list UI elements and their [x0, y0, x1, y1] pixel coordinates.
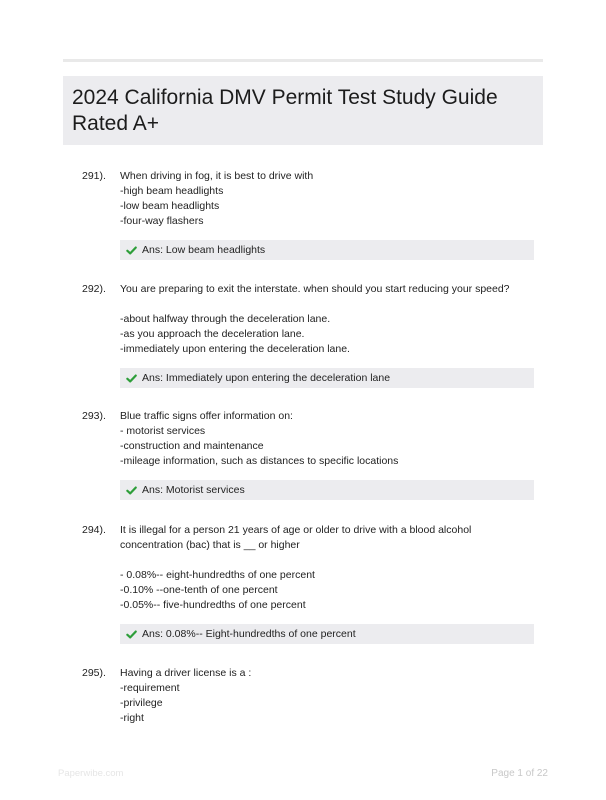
question-item — [82, 409, 537, 500]
question-item — [82, 523, 537, 644]
answer-text: Ans: Low beam headlights — [142, 243, 266, 256]
answer-box — [120, 240, 534, 260]
check-icon — [126, 245, 137, 256]
question-text: When driving in fog, it is best to drive with -high beam headlights -low beam headlights -four-way flashers — [120, 170, 314, 227]
answer-box — [120, 368, 534, 388]
question-text: It is illegal for a person 21 years of age or older to drive with a blood alcohol concentration (bac) that is __ or higher - 0.08%-- eight-hundredths of one percent -0.10% --one-tenth of one percent -0.05%-- five-hundredths of one percent — [120, 524, 472, 611]
answer-text: Ans: Motorist services — [142, 483, 245, 496]
question-number: 294). — [82, 524, 106, 536]
question-item — [82, 169, 537, 260]
answer-text: Ans: Immediately upon entering the deceleration lane — [142, 371, 391, 384]
document-title: 2024 California DMV Permit Test Study Guide Rated A+ — [72, 86, 498, 135]
answer-box — [120, 480, 534, 500]
check-icon — [126, 485, 137, 496]
answer-text: Ans: 0.08%-- Eight-hundredths of one percent — [142, 627, 356, 640]
page-number: Page 1 of 22 — [491, 768, 548, 779]
question-text: You are preparing to exit the interstate. when should you start reducing your speed? -about halfway through the deceleration lane. -as you approach the deceleration lane. -immediately upon entering the deceleration lane. — [120, 283, 510, 355]
question-number: 291). — [82, 170, 106, 182]
top-divider — [63, 59, 543, 62]
footer-watermark: Paperwibe.com — [58, 768, 124, 779]
question-item — [82, 282, 537, 388]
question-number: 295). — [82, 667, 106, 679]
question-item — [82, 666, 537, 726]
question-number: 293). — [82, 410, 106, 422]
answer-box — [120, 624, 534, 644]
title-banner — [63, 76, 543, 145]
question-text: Blue traffic signs offer information on: - motorist services -construction and maintenance -mileage information, such as distances to specific locations — [120, 410, 399, 467]
question-number: 292). — [82, 283, 106, 295]
check-icon — [126, 373, 137, 384]
question-text: Having a driver license is a : -requirement -privilege -right — [120, 667, 252, 724]
check-icon — [126, 629, 137, 640]
